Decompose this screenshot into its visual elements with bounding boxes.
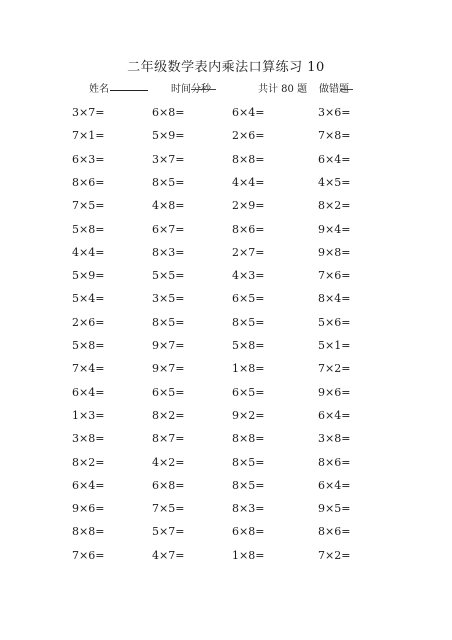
- problem-item: 8×2=: [318, 199, 351, 212]
- problem-item: 6×8=: [232, 525, 265, 538]
- problem-item: 7×6=: [318, 269, 351, 282]
- problem-item: 8×3=: [232, 502, 265, 515]
- problem-item: 6×5=: [152, 386, 185, 399]
- problem-item: 3×7=: [152, 153, 185, 166]
- problem-row: [0, 456, 452, 472]
- problem-item: 8×5=: [232, 316, 265, 329]
- problem-item: 4×7=: [152, 549, 185, 562]
- problem-item: 9×7=: [152, 362, 185, 375]
- problem-row: [0, 199, 452, 215]
- problem-item: 8×2=: [152, 409, 185, 422]
- problem-item: 7×2=: [318, 549, 351, 562]
- problem-row: [0, 129, 452, 145]
- problem-item: 6×4=: [318, 153, 351, 166]
- problem-row: [0, 246, 452, 262]
- name-field: [89, 80, 109, 95]
- problem-item: 4×5=: [318, 176, 351, 189]
- problem-item: 8×3=: [152, 246, 185, 259]
- problem-item: 8×5=: [152, 176, 185, 189]
- time-label: 时间: [171, 84, 191, 95]
- info-line: [0, 80, 452, 94]
- problem-row: [0, 223, 452, 239]
- problem-row: [0, 479, 452, 495]
- problem-item: 9×5=: [318, 502, 351, 515]
- problem-item: 8×5=: [152, 316, 185, 329]
- problem-item: 8×5=: [232, 479, 265, 492]
- problem-item: 5×9=: [152, 129, 185, 142]
- wrong-field: [319, 80, 349, 95]
- problem-item: 8×4=: [318, 292, 351, 305]
- problem-item: 9×8=: [318, 246, 351, 259]
- problem-item: 9×2=: [232, 409, 265, 422]
- problem-item: 8×8=: [232, 432, 265, 445]
- problem-item: 2×6=: [232, 129, 265, 142]
- wrong-label: 做错: [319, 84, 339, 95]
- problem-row: [0, 432, 452, 448]
- time-field: [171, 80, 211, 95]
- problem-item: 2×7=: [232, 246, 265, 259]
- problem-item: 5×9=: [72, 269, 105, 282]
- second-label: 秒: [201, 84, 211, 95]
- problem-item: 4×3=: [232, 269, 265, 282]
- problem-item: 8×5=: [232, 456, 265, 469]
- problem-item: 4×4=: [72, 246, 105, 259]
- problem-item: 5×8=: [72, 339, 105, 352]
- problem-item: 9×4=: [318, 223, 351, 236]
- problem-item: 9×7=: [152, 339, 185, 352]
- problem-item: 7×5=: [152, 502, 185, 515]
- problem-item: 4×2=: [152, 456, 185, 469]
- problem-item: 5×8=: [232, 339, 265, 352]
- problem-item: 8×8=: [232, 153, 265, 166]
- problem-item: 1×8=: [232, 549, 265, 562]
- name-label: 姓名: [89, 84, 109, 95]
- problem-item: 6×5=: [232, 386, 265, 399]
- wrong-blank: [341, 80, 353, 90]
- problem-item: 1×8=: [232, 362, 265, 375]
- problem-item: 6×3=: [72, 153, 105, 166]
- problem-item: 6×8=: [152, 106, 185, 119]
- problem-row: [0, 153, 452, 169]
- problem-item: 5×1=: [318, 339, 351, 352]
- problem-row: [0, 292, 452, 308]
- problem-item: 7×1=: [72, 129, 105, 142]
- problem-item: 4×4=: [232, 176, 265, 189]
- problem-row: [0, 386, 452, 402]
- problem-item: 8×2=: [72, 456, 105, 469]
- problem-row: [0, 269, 452, 285]
- time-second-blank: [201, 80, 216, 90]
- question-suffix: 题: [339, 84, 349, 95]
- problem-item: 8×6=: [318, 456, 351, 469]
- problem-row: [0, 409, 452, 425]
- problem-item: 9×6=: [72, 502, 105, 515]
- problem-item: 5×4=: [72, 292, 105, 305]
- problem-item: 5×8=: [72, 223, 105, 236]
- problem-item: 1×3=: [72, 409, 105, 422]
- problem-item: 6×5=: [232, 292, 265, 305]
- problem-item: 3×6=: [318, 106, 351, 119]
- problem-item: 2×6=: [72, 316, 105, 329]
- problem-row: [0, 176, 452, 192]
- problem-item: 3×8=: [72, 432, 105, 445]
- problem-row: [0, 525, 452, 541]
- problem-item: 7×6=: [72, 549, 105, 562]
- problem-item: 2×9=: [232, 199, 265, 212]
- problem-row: [0, 362, 452, 378]
- problem-item: 6×4=: [232, 106, 265, 119]
- problem-item: 6×4=: [318, 479, 351, 492]
- problem-row: [0, 502, 452, 518]
- problem-row: [0, 316, 452, 332]
- problem-row: [0, 549, 452, 565]
- problem-item: 6×4=: [318, 409, 351, 422]
- problem-row: [0, 339, 452, 355]
- name-blank: [110, 80, 148, 91]
- problem-item: 3×5=: [152, 292, 185, 305]
- problem-item: 6×8=: [152, 479, 185, 492]
- problem-item: 8×6=: [232, 223, 265, 236]
- problem-item: 7×8=: [318, 129, 351, 142]
- problem-item: 5×6=: [318, 316, 351, 329]
- problem-item: 8×7=: [152, 432, 185, 445]
- problem-item: 6×4=: [72, 479, 105, 492]
- problem-item: 8×6=: [318, 525, 351, 538]
- problem-row: [0, 106, 452, 122]
- problem-item: 6×4=: [72, 386, 105, 399]
- worksheet-title: 二年级数学表内乘法口算练习 10: [127, 60, 325, 75]
- problem-item: 6×7=: [152, 223, 185, 236]
- problem-item: 7×5=: [72, 199, 105, 212]
- problem-item: 7×4=: [72, 362, 105, 375]
- problem-item: 7×2=: [318, 362, 351, 375]
- problem-item: 3×7=: [72, 106, 105, 119]
- problem-item: 3×8=: [318, 432, 351, 445]
- problem-item: 9×6=: [318, 386, 351, 399]
- total-count: 共计 80 题: [258, 84, 308, 95]
- problem-item: 5×5=: [152, 269, 185, 282]
- minute-label: 分: [191, 84, 201, 95]
- problem-item: 8×8=: [72, 525, 105, 538]
- problem-item: 8×6=: [72, 176, 105, 189]
- problem-item: 4×8=: [152, 199, 185, 212]
- problem-item: 5×7=: [152, 525, 185, 538]
